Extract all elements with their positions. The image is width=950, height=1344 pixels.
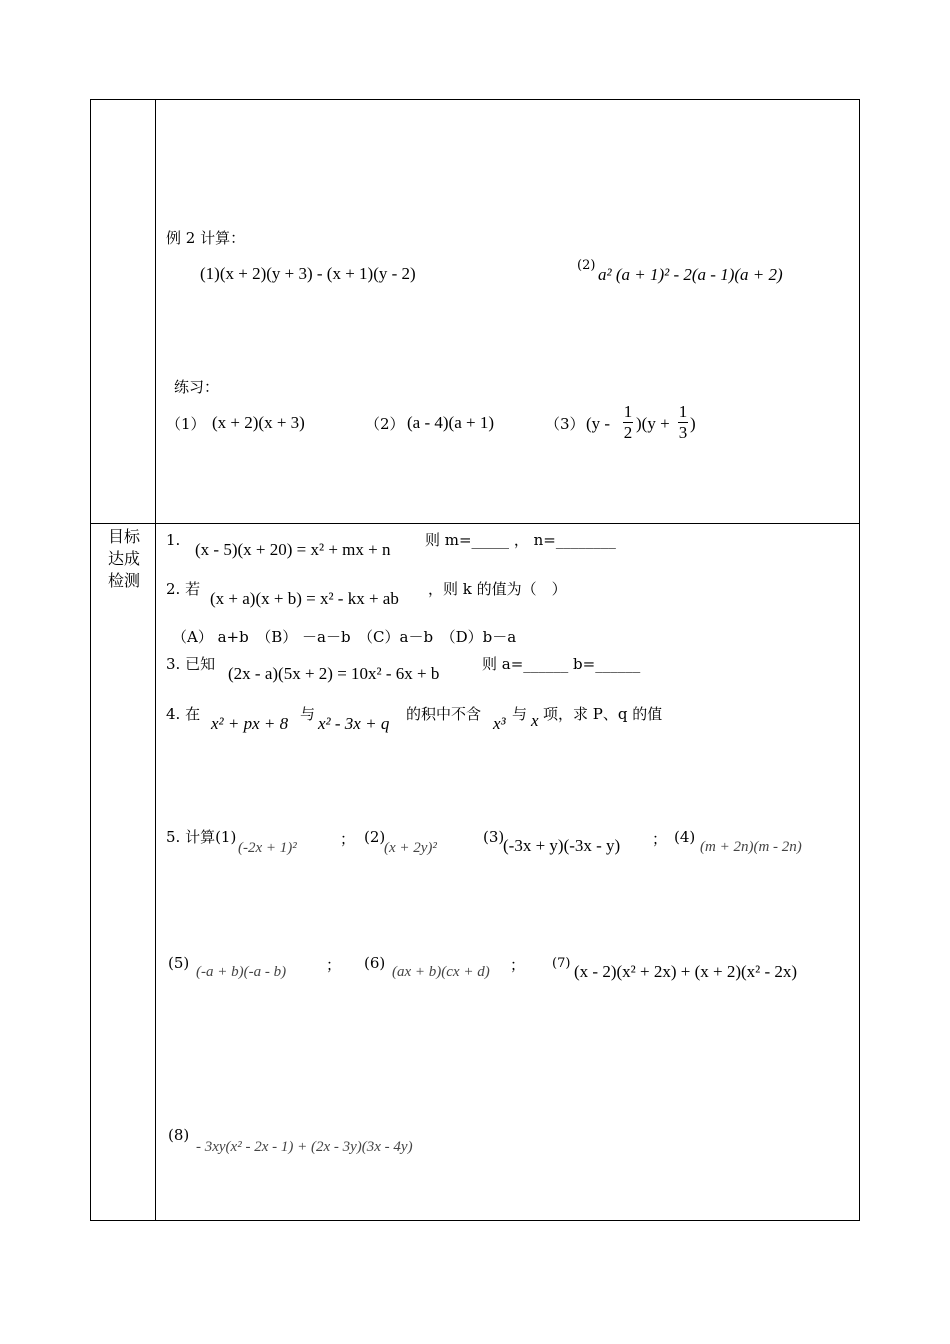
practice-item-1-expr: (x + 2)(x + 3)	[212, 413, 305, 432]
q3-number: 3. 已知	[166, 655, 216, 673]
row-divider	[90, 523, 860, 524]
practice-item-3-number: （3）	[545, 415, 585, 433]
q5-part-1: (-2x + 1)²	[238, 840, 297, 856]
q1-expr: (x - 5)(x + 20) = x² + mx + n	[195, 540, 391, 559]
fraction-2-numerator: 1	[678, 402, 688, 421]
q3-expr: (2x - a)(5x + 2) = 10x² - 6x + b	[228, 664, 440, 683]
practice-item-3-expr-a: (y -	[586, 414, 611, 433]
example2-expr1: (1)(x + 2)(y + 3) - (x + 1)(y - 2)	[200, 264, 416, 283]
q5-part-3: (-3x + y)(-3x - y)	[503, 836, 621, 855]
q5-lead: 5. 计算(1)	[166, 828, 237, 846]
q5-number-3: (3)	[483, 828, 505, 846]
q5-part-5: (-a + b)(-a - b)	[196, 964, 287, 980]
q3-tail: 则 a=______ b=______	[482, 655, 641, 673]
q1-tail: 则 m=_____ ， n=________	[425, 531, 616, 549]
q5-part-7: (x - 2)(x² + 2x) + (x + 2)(x² - 2x)	[574, 962, 798, 981]
practice-item-3-expr-c: )	[690, 414, 696, 433]
q5-part-4: (m + 2n)(m - 2n)	[700, 839, 802, 855]
q5-number-4: (4)	[674, 828, 696, 846]
q2-expr: (x + a)(x + b) = x² - kx + ab	[210, 589, 399, 608]
q4-word-3: 与	[512, 705, 528, 723]
q1-number: 1.	[166, 531, 181, 549]
q4-expr-4: x	[531, 711, 539, 730]
q5-number-2: (2)	[364, 828, 386, 846]
q4-expr-1: x² + px + 8	[211, 714, 289, 733]
q5-sep-6: ；	[510, 956, 526, 974]
q5-sep-1: ；	[340, 830, 356, 848]
q5-part-6: (ax + b)(cx + d)	[392, 964, 490, 980]
example2-expr2-number: (2)	[577, 258, 596, 273]
q8-expr: - 3xy(x² - 2x - 1) + (2x - 3y)(3x - 4y)	[196, 1139, 413, 1155]
q5-sep-5: ；	[326, 956, 342, 974]
q4-number: 4. 在	[166, 705, 201, 723]
q4-expr-3: x³	[493, 714, 506, 733]
fraction-1-numerator: 1	[623, 402, 633, 421]
practice-item-1-number: （1）	[166, 415, 206, 433]
practice-item-2-expr: (a - 4)(a + 1)	[407, 413, 494, 432]
example2-heading: 例 2 计算：	[166, 229, 246, 247]
q5-number-5: (5)	[168, 954, 190, 972]
q2-number: 2. 若	[166, 580, 201, 598]
practice-fraction-1	[622, 402, 634, 443]
q5-number-7: (7)	[552, 956, 571, 971]
practice-item-3-expr-b: )(y +	[636, 414, 670, 433]
q8-number: (8)	[168, 1126, 190, 1144]
q4-word-4: 项，求 P、q 的值	[543, 705, 663, 723]
column-divider	[155, 99, 156, 1221]
practice-item-2-number: （2）	[365, 415, 405, 433]
practice-fraction-2	[677, 402, 689, 443]
q5-number-6: (6)	[364, 954, 386, 972]
q2-options: （A） a+b （B） －a－b （C）a－b （D）b－a	[172, 628, 517, 646]
fraction-2-denominator: 3	[678, 423, 688, 442]
q2-tail: ，则 k 的值为（ ）	[428, 580, 567, 598]
q4-word-2: 的积中不含	[406, 705, 482, 723]
q4-expr-2: x² - 3x + q	[318, 714, 390, 733]
side-label-line-1: 目标	[107, 527, 140, 546]
practice-heading: 练习：	[174, 378, 220, 396]
q5-sep-3: ；	[652, 830, 668, 848]
side-label-line-2: 达成	[107, 549, 140, 568]
q5-part-2: (x + 2y)²	[384, 840, 437, 856]
section-side-label	[100, 526, 148, 592]
side-label-line-3: 检测	[107, 571, 140, 590]
fraction-1-denominator: 2	[623, 423, 633, 442]
example2-expr2: a² (a + 1)² - 2(a - 1)(a + 2)	[598, 265, 783, 284]
q4-word-1: 与	[300, 705, 316, 723]
